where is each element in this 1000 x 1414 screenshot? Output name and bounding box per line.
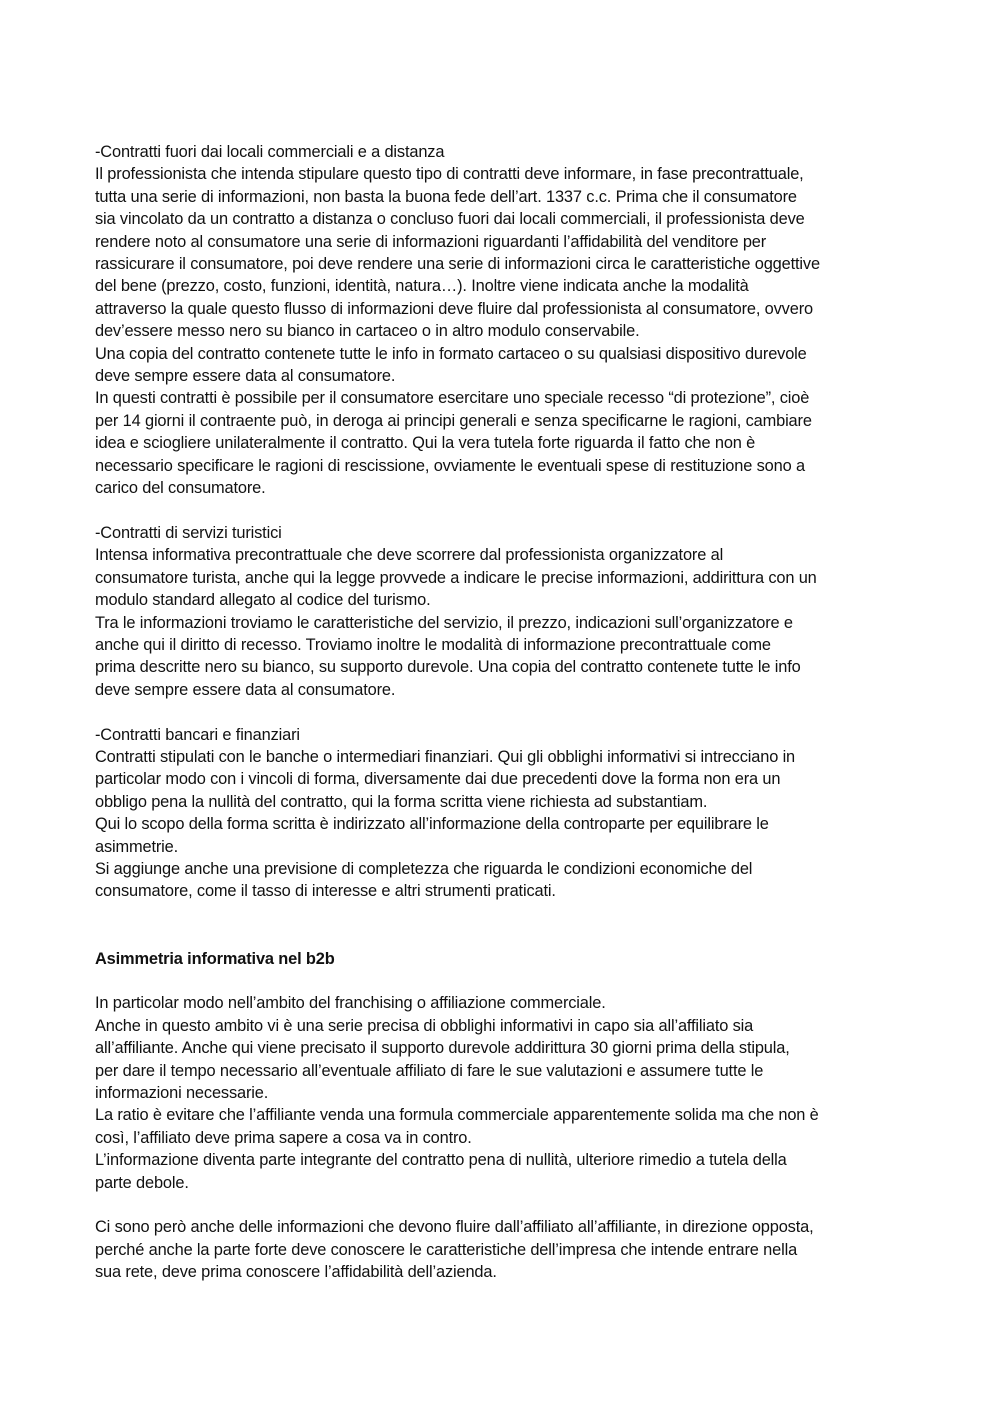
- text-line: Tra le informazioni troviamo le caratteristiche del servizio, il prezzo, indicazioni sull’organizzatore e: [95, 613, 793, 632]
- section-heading: Asimmetria informativa nel b2b: [95, 949, 335, 968]
- text-line: modulo standard allegato al codice del turismo.: [95, 591, 431, 610]
- text-line: così, l’affiliato deve prima sapere a cosa va in contro.: [95, 1128, 472, 1147]
- section-title: -Contratti bancari e finanziari: [95, 725, 300, 744]
- text-line: Anche in questo ambito vi è una serie precisa di obblighi informativi in capo sia all’affiliato sia: [95, 1016, 754, 1035]
- text-line: Il professionista che intenda stipulare questo tipo di contratti deve informare, in fase precontrattuale,: [95, 165, 804, 184]
- text-line: consumatore turista, anche qui la legge provvede a indicare le precise informazioni, addirittura con un: [95, 568, 817, 587]
- text-line: consumatore, come il tasso di interesse e altri strumenti praticati.: [95, 882, 556, 901]
- text-line: carico del consumatore.: [95, 479, 266, 498]
- spacer: [95, 500, 910, 522]
- section-bancari-finanziari: [95, 724, 910, 903]
- text-line: Qui lo scopo della forma scritta è indirizzato all’informazione della controparte per equilibrare le: [95, 815, 769, 834]
- section-servizi-turistici: [95, 522, 910, 701]
- section-body: [95, 163, 910, 499]
- spacer: [95, 701, 910, 723]
- text-line: tutta una serie di informazioni, non basta la buona fede dell’art. 1337 c.c. Prima che il consumatore: [95, 187, 797, 206]
- text-line: particolar modo con i vincoli di forma, diversamente dai due precedenti dove la forma non era un: [95, 770, 781, 789]
- text-line: deve sempre essere data al consumatore.: [95, 367, 396, 386]
- text-line: necessario specificare le ragioni di rescissione, ovviamente le eventuali spese di restituzione sono a: [95, 456, 805, 475]
- text-line: Ci sono però anche delle informazioni che devono fluire dall’affiliato all’affiliante, in direzione opposta,: [95, 1218, 814, 1237]
- text-line: sua rete, deve prima conoscere l’affidabilità dell’azienda.: [95, 1263, 497, 1282]
- spacer: [95, 970, 910, 992]
- text-line: In particolar modo nell’ambito del franchising o affiliazione commerciale.: [95, 994, 606, 1013]
- text-line: L’informazione diventa parte integrante del contratto pena di nullità, ulteriore rimedio a tutela della: [95, 1151, 787, 1170]
- section-asimmetria-b2b: [95, 948, 910, 1284]
- text-line: per dare il tempo necessario all’eventuale affiliato di fare le sue valutazioni e assumere tutte le: [95, 1061, 764, 1080]
- text-line: Contratti stipulati con le banche o intermediari finanziari. Qui gli obblighi informativi si intrecciano in: [95, 747, 796, 766]
- section-title: -Contratti di servizi turistici: [95, 523, 282, 542]
- text-line: per 14 giorni il contraente può, in deroga ai principi generali e senza specificarne le ragioni, cambiare: [95, 411, 812, 430]
- text-line: attraverso la quale questo flusso di informazioni deve fluire dal professionista al consumatore, ovvero: [95, 299, 813, 318]
- text-line: perché anche la parte forte deve conoscere le caratteristiche dell’impresa che intende entrare nella: [95, 1240, 798, 1259]
- text-line: deve sempre essere data al consumatore.: [95, 680, 396, 699]
- section-body: [95, 746, 910, 903]
- section-body: [95, 992, 910, 1194]
- text-line: Si aggiunge anche una previsione di completezza che riguarda le condizioni economiche del: [95, 859, 753, 878]
- spacer: [95, 1194, 910, 1216]
- text-line: parte debole.: [95, 1173, 189, 1192]
- text-line: La ratio è evitare che l’affiliante venda una formula commerciale apparentemente solida ma che non è: [95, 1106, 819, 1125]
- text-line: idea e sciogliere unilateralmente il contratto. Qui la vera tutela forte riguarda il fatto che non è: [95, 434, 756, 453]
- text-line: all’affiliante. Anche qui viene precisato il supporto durevole addirittura 30 giorni prima della stipula,: [95, 1039, 790, 1058]
- text-line: sia vincolato da un contratto a distanza o concluso fuori dai locali commerciali, il professionista deve: [95, 210, 805, 229]
- text-line: asimmetrie.: [95, 837, 179, 856]
- document-page: [95, 141, 910, 1284]
- section-contratti-fuori-locali: [95, 141, 910, 500]
- spacer: [95, 903, 910, 948]
- text-line: Una copia del contratto contenete tutte le info in formato cartaceo o su qualsiasi dispositivo durevole: [95, 344, 807, 363]
- text-line: Intensa informativa precontrattuale che deve scorrere dal professionista organizzatore al: [95, 546, 724, 565]
- text-line: In questi contratti è possibile per il consumatore esercitare uno speciale recesso “di protezione”, cioè: [95, 389, 810, 408]
- text-line: del bene (prezzo, costo, funzioni, identità, natura…). Inoltre viene indicata anche la modalità: [95, 277, 749, 296]
- section-body-continued: [95, 1216, 910, 1283]
- text-line: anche qui il diritto di recesso. Troviamo inoltre le modalità di informazione precontrattuale come: [95, 635, 771, 654]
- text-line: rendere noto al consumatore una serie di informazioni riguardanti l’affidabilità del venditore per: [95, 232, 767, 251]
- text-line: rassicurare il consumatore, poi deve rendere una serie di informazioni circa le caratteristiche oggettive: [95, 255, 820, 274]
- text-line: obbligo pena la nullità del contratto, qui la forma scritta viene richiesta ad substantiam.: [95, 792, 708, 811]
- text-line: dev’essere messo nero su bianco in cartaceo o in altro modulo conservabile.: [95, 322, 640, 341]
- text-line: informazioni necessarie.: [95, 1084, 269, 1102]
- section-body: [95, 544, 910, 701]
- text-line: prima descritte nero su bianco, su supporto durevole. Una copia del contratto contenete tutte le info: [95, 658, 801, 677]
- section-title: -Contratti fuori dai locali commerciali e a distanza: [95, 143, 445, 161]
